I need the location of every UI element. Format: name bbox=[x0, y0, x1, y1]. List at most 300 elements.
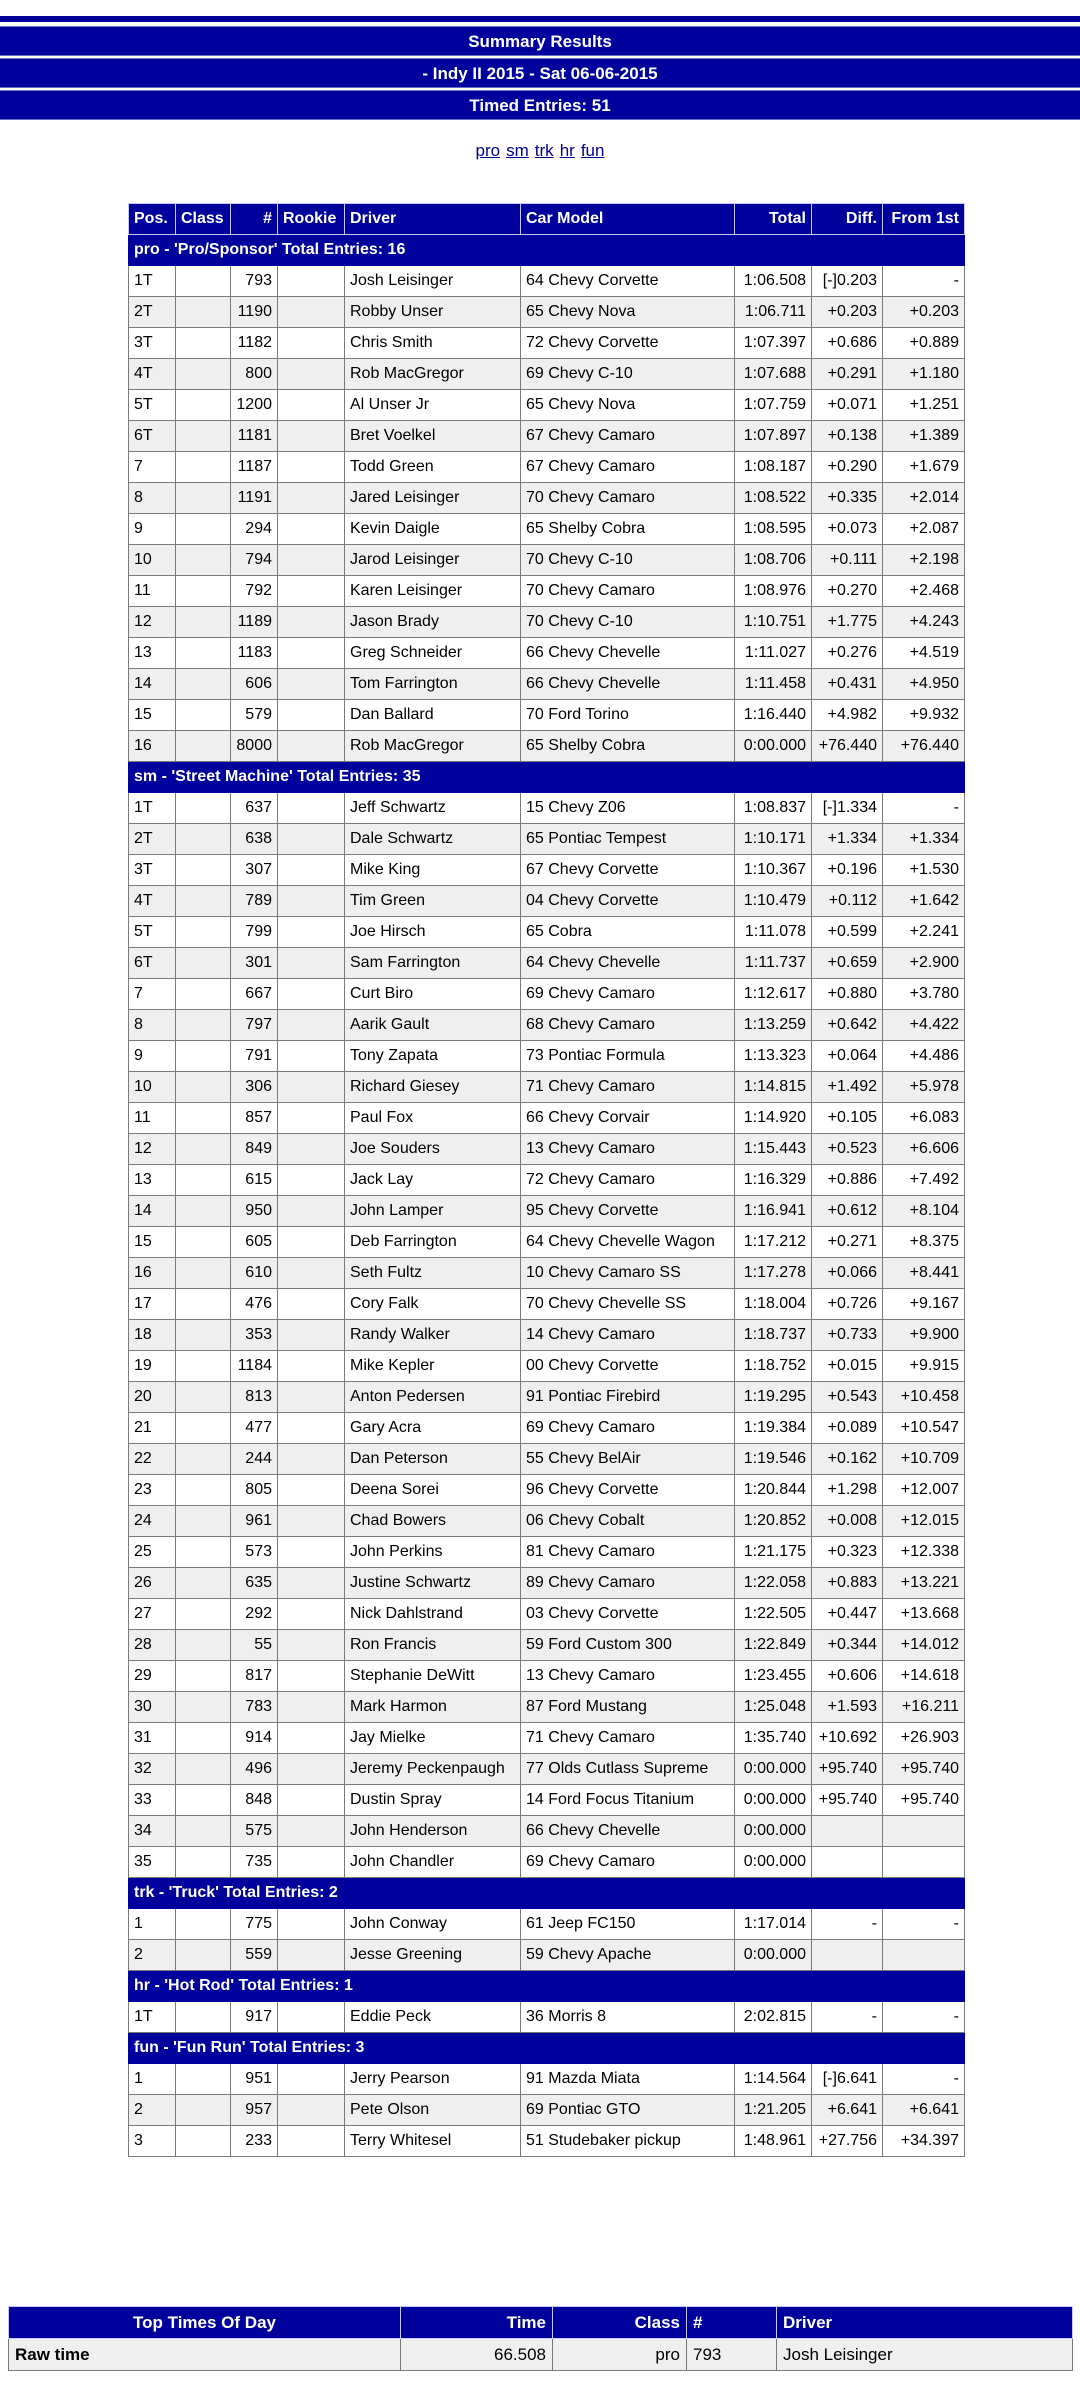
cell-number: 789 bbox=[231, 886, 278, 917]
cell-pos: 35 bbox=[129, 1847, 176, 1878]
cell-total: 1:22.505 bbox=[735, 1599, 812, 1630]
cell-car-model: 14 Chevy Camaro bbox=[521, 1320, 735, 1351]
cell-class bbox=[176, 1196, 231, 1227]
cell-pos: 26 bbox=[129, 1568, 176, 1599]
cell-from-1st: +1.389 bbox=[883, 421, 965, 452]
cell-total: 1:13.323 bbox=[735, 1041, 812, 1072]
table-row bbox=[129, 1506, 965, 1537]
column-header-class: Class bbox=[176, 204, 231, 235]
table-row bbox=[129, 1723, 965, 1754]
table-row bbox=[129, 1165, 965, 1196]
cell-driver: John Conway bbox=[345, 1909, 521, 1940]
cell-from-1st: +13.668 bbox=[883, 1599, 965, 1630]
cell-total: 1:08.522 bbox=[735, 483, 812, 514]
cell-diff: +0.686 bbox=[812, 328, 883, 359]
cell-class bbox=[176, 731, 231, 762]
cell-car-model: 66 Chevy Chevelle bbox=[521, 669, 735, 700]
cell-diff: +76.440 bbox=[812, 731, 883, 762]
cell-car-model: 66 Chevy Chevelle bbox=[521, 1816, 735, 1847]
cell-car-model: 59 Chevy Apache bbox=[521, 1940, 735, 1971]
cell-number: 477 bbox=[231, 1413, 278, 1444]
cell-number: 1181 bbox=[231, 421, 278, 452]
class-group-header bbox=[129, 1971, 965, 2002]
class-group-header bbox=[129, 235, 965, 266]
cell-rookie bbox=[278, 576, 345, 607]
nav-link-pro[interactable]: pro bbox=[475, 141, 501, 160]
cell-rookie bbox=[278, 1692, 345, 1723]
cell-driver: Joe Hirsch bbox=[345, 917, 521, 948]
cell-pos: 4T bbox=[129, 359, 176, 390]
cell-class bbox=[176, 1940, 231, 1971]
cell-diff: +4.982 bbox=[812, 700, 883, 731]
cell-diff: +0.089 bbox=[812, 1413, 883, 1444]
cell-class bbox=[176, 1630, 231, 1661]
cell-car-model: 69 Chevy Camaro bbox=[521, 979, 735, 1010]
cell-total: 1:10.479 bbox=[735, 886, 812, 917]
cell-pos: 32 bbox=[129, 1754, 176, 1785]
column-header-driver: Driver bbox=[345, 204, 521, 235]
table-row bbox=[129, 2002, 965, 2033]
cell-driver: Dan Peterson bbox=[345, 1444, 521, 1475]
cell-car-model: 69 Chevy C-10 bbox=[521, 359, 735, 390]
cell-from-1st: +4.519 bbox=[883, 638, 965, 669]
table-row bbox=[129, 855, 965, 886]
table-row bbox=[129, 1661, 965, 1692]
table-row bbox=[129, 1816, 965, 1847]
cell-class bbox=[176, 2064, 231, 2095]
cell-class bbox=[176, 1785, 231, 1816]
cell-number: 301 bbox=[231, 948, 278, 979]
cell-from-1st: +95.740 bbox=[883, 1754, 965, 1785]
cell-car-model: 89 Chevy Camaro bbox=[521, 1568, 735, 1599]
table-row bbox=[129, 514, 965, 545]
table-row bbox=[129, 607, 965, 638]
cell-diff: +0.290 bbox=[812, 452, 883, 483]
cell-rookie bbox=[278, 2002, 345, 2033]
cell-diff: +0.323 bbox=[812, 1537, 883, 1568]
cell-rookie bbox=[278, 855, 345, 886]
cell-pos: 21 bbox=[129, 1413, 176, 1444]
cell-rookie bbox=[278, 1413, 345, 1444]
cell-class bbox=[176, 1568, 231, 1599]
cell-pos: 11 bbox=[129, 1103, 176, 1134]
cell-car-model: 67 Chevy Camaro bbox=[521, 421, 735, 452]
cell-diff: +0.599 bbox=[812, 917, 883, 948]
cell-driver: Jack Lay bbox=[345, 1165, 521, 1196]
cell-car-model: 65 Pontiac Tempest bbox=[521, 824, 735, 855]
table-row bbox=[129, 1041, 965, 1072]
cell-total: 1:25.048 bbox=[735, 1692, 812, 1723]
top-times-cell-class: pro bbox=[553, 2339, 687, 2371]
cell-diff: +0.008 bbox=[812, 1506, 883, 1537]
cell-rookie bbox=[278, 1847, 345, 1878]
cell-rookie bbox=[278, 1723, 345, 1754]
table-row bbox=[129, 948, 965, 979]
cell-total: 1:21.205 bbox=[735, 2095, 812, 2126]
cell-number: 735 bbox=[231, 1847, 278, 1878]
results-table bbox=[128, 203, 965, 2157]
cell-from-1st: +6.083 bbox=[883, 1103, 965, 1134]
cell-driver: John Chandler bbox=[345, 1847, 521, 1878]
cell-car-model: 68 Chevy Camaro bbox=[521, 1010, 735, 1041]
cell-number: 783 bbox=[231, 1692, 278, 1723]
cell-car-model: 70 Chevy Camaro bbox=[521, 483, 735, 514]
cell-driver: Jesse Greening bbox=[345, 1940, 521, 1971]
cell-diff: +0.543 bbox=[812, 1382, 883, 1413]
cell-driver: Jason Brady bbox=[345, 607, 521, 638]
cell-class bbox=[176, 266, 231, 297]
cell-total: 0:00.000 bbox=[735, 1816, 812, 1847]
cell-from-1st: +76.440 bbox=[883, 731, 965, 762]
cell-total: 1:11.027 bbox=[735, 638, 812, 669]
cell-car-model: 10 Chevy Camaro SS bbox=[521, 1258, 735, 1289]
cell-car-model: 91 Pontiac Firebird bbox=[521, 1382, 735, 1413]
cell-car-model: 51 Studebaker pickup bbox=[521, 2126, 735, 2157]
class-group-header bbox=[129, 762, 965, 793]
cell-driver: Seth Fultz bbox=[345, 1258, 521, 1289]
cell-driver: Al Unser Jr bbox=[345, 390, 521, 421]
cell-driver: Todd Green bbox=[345, 452, 521, 483]
cell-diff bbox=[812, 1847, 883, 1878]
cell-rookie bbox=[278, 2126, 345, 2157]
cell-number: 792 bbox=[231, 576, 278, 607]
cell-driver: Jerry Pearson bbox=[345, 2064, 521, 2095]
cell-rookie bbox=[278, 1041, 345, 1072]
cell-rookie bbox=[278, 669, 345, 700]
cell-from-1st: - bbox=[883, 266, 965, 297]
cell-driver: Mike Kepler bbox=[345, 1351, 521, 1382]
cell-number: 559 bbox=[231, 1940, 278, 1971]
cell-diff: +0.291 bbox=[812, 359, 883, 390]
table-row bbox=[129, 731, 965, 762]
cell-from-1st: +2.198 bbox=[883, 545, 965, 576]
top-accent-bar bbox=[0, 16, 1080, 22]
cell-driver: Richard Giesey bbox=[345, 1072, 521, 1103]
cell-total: 1:07.759 bbox=[735, 390, 812, 421]
cell-car-model: 96 Chevy Corvette bbox=[521, 1475, 735, 1506]
cell-pos: 13 bbox=[129, 1165, 176, 1196]
cell-class bbox=[176, 1382, 231, 1413]
cell-rookie bbox=[278, 1444, 345, 1475]
cell-from-1st: +2.014 bbox=[883, 483, 965, 514]
cell-number: 951 bbox=[231, 2064, 278, 2095]
table-row bbox=[129, 1754, 965, 1785]
cell-driver: Jeff Schwartz bbox=[345, 793, 521, 824]
cell-pos: 29 bbox=[129, 1661, 176, 1692]
cell-rookie bbox=[278, 979, 345, 1010]
nav-link-sm[interactable]: sm bbox=[506, 141, 529, 160]
cell-diff: +0.138 bbox=[812, 421, 883, 452]
cell-car-model: 64 Chevy Chevelle bbox=[521, 948, 735, 979]
cell-diff bbox=[812, 1940, 883, 1971]
class-group-title: hr - 'Hot Rod' Total Entries: 1 bbox=[129, 1971, 965, 2002]
cell-rookie bbox=[278, 1320, 345, 1351]
cell-from-1st: +1.334 bbox=[883, 824, 965, 855]
cell-class bbox=[176, 2126, 231, 2157]
cell-class bbox=[176, 607, 231, 638]
cell-total: 1:06.508 bbox=[735, 266, 812, 297]
cell-from-1st: +10.547 bbox=[883, 1413, 965, 1444]
cell-pos: 8 bbox=[129, 483, 176, 514]
cell-number: 8000 bbox=[231, 731, 278, 762]
cell-pos: 12 bbox=[129, 1134, 176, 1165]
cell-pos: 25 bbox=[129, 1537, 176, 1568]
cell-class bbox=[176, 576, 231, 607]
top-times-header-class: Class bbox=[553, 2307, 687, 2339]
cell-number: 793 bbox=[231, 266, 278, 297]
cell-from-1st: +13.221 bbox=[883, 1568, 965, 1599]
cell-driver: Tony Zapata bbox=[345, 1041, 521, 1072]
cell-car-model: 70 Chevy Chevelle SS bbox=[521, 1289, 735, 1320]
cell-from-1st: +9.900 bbox=[883, 1320, 965, 1351]
cell-diff: +0.659 bbox=[812, 948, 883, 979]
cell-total: 1:19.295 bbox=[735, 1382, 812, 1413]
cell-car-model: 71 Chevy Camaro bbox=[521, 1723, 735, 1754]
cell-total: 1:10.367 bbox=[735, 855, 812, 886]
cell-class bbox=[176, 1537, 231, 1568]
cell-car-model: 65 Cobra bbox=[521, 917, 735, 948]
cell-number: 55 bbox=[231, 1630, 278, 1661]
cell-number: 791 bbox=[231, 1041, 278, 1072]
cell-diff: +0.111 bbox=[812, 545, 883, 576]
cell-from-1st: - bbox=[883, 2064, 965, 2095]
top-times-header-top-times-label: Top Times Of Day bbox=[9, 2307, 401, 2339]
cell-class bbox=[176, 1227, 231, 1258]
cell-from-1st: +2.241 bbox=[883, 917, 965, 948]
cell-class bbox=[176, 1258, 231, 1289]
cell-class bbox=[176, 1134, 231, 1165]
cell-rookie bbox=[278, 452, 345, 483]
table-row bbox=[129, 1320, 965, 1351]
cell-diff: +1.775 bbox=[812, 607, 883, 638]
cell-car-model: 71 Chevy Camaro bbox=[521, 1072, 735, 1103]
cell-diff bbox=[812, 1816, 883, 1847]
cell-total: 1:16.440 bbox=[735, 700, 812, 731]
cell-driver: Kevin Daigle bbox=[345, 514, 521, 545]
class-group-header bbox=[129, 2033, 965, 2064]
table-row bbox=[129, 1196, 965, 1227]
cell-number: 575 bbox=[231, 1816, 278, 1847]
cell-car-model: 67 Chevy Corvette bbox=[521, 855, 735, 886]
cell-driver: Pete Olson bbox=[345, 2095, 521, 2126]
cell-from-1st: +10.458 bbox=[883, 1382, 965, 1413]
cell-number: 1183 bbox=[231, 638, 278, 669]
cell-rookie bbox=[278, 1940, 345, 1971]
cell-diff: +0.335 bbox=[812, 483, 883, 514]
table-row bbox=[129, 1444, 965, 1475]
cell-driver: Bret Voelkel bbox=[345, 421, 521, 452]
cell-number: 635 bbox=[231, 1568, 278, 1599]
cell-car-model: 04 Chevy Corvette bbox=[521, 886, 735, 917]
table-row bbox=[129, 1103, 965, 1134]
cell-from-1st: +34.397 bbox=[883, 2126, 965, 2157]
cell-from-1st: +4.950 bbox=[883, 669, 965, 700]
table-row bbox=[129, 390, 965, 421]
cell-diff: +0.203 bbox=[812, 297, 883, 328]
cell-from-1st: +8.104 bbox=[883, 1196, 965, 1227]
cell-rookie bbox=[278, 1630, 345, 1661]
cell-driver: Robby Unser bbox=[345, 297, 521, 328]
cell-total: 1:17.278 bbox=[735, 1258, 812, 1289]
cell-driver: Rob MacGregor bbox=[345, 359, 521, 390]
cell-from-1st: +3.780 bbox=[883, 979, 965, 1010]
cell-diff: +0.642 bbox=[812, 1010, 883, 1041]
table-row bbox=[129, 1909, 965, 1940]
cell-class bbox=[176, 514, 231, 545]
cell-diff: +0.606 bbox=[812, 1661, 883, 1692]
cell-pos: 10 bbox=[129, 545, 176, 576]
cell-from-1st: - bbox=[883, 793, 965, 824]
cell-rookie bbox=[278, 1289, 345, 1320]
cell-pos: 8 bbox=[129, 1010, 176, 1041]
cell-class bbox=[176, 638, 231, 669]
nav-link-hr[interactable]: hr bbox=[559, 141, 575, 160]
cell-car-model: 87 Ford Mustang bbox=[521, 1692, 735, 1723]
cell-car-model: 61 Jeep FC150 bbox=[521, 1909, 735, 1940]
cell-number: 233 bbox=[231, 2126, 278, 2157]
table-row bbox=[129, 1351, 965, 1382]
cell-driver: Sam Farrington bbox=[345, 948, 521, 979]
class-group-title: trk - 'Truck' Total Entries: 2 bbox=[129, 1878, 965, 1909]
cell-rookie bbox=[278, 1909, 345, 1940]
cell-driver: Cory Falk bbox=[345, 1289, 521, 1320]
cell-number: 848 bbox=[231, 1785, 278, 1816]
table-row bbox=[129, 359, 965, 390]
cell-pos: 19 bbox=[129, 1351, 176, 1382]
cell-rookie bbox=[278, 297, 345, 328]
top-times-cell-number: 793 bbox=[687, 2339, 777, 2371]
cell-number: 1187 bbox=[231, 452, 278, 483]
cell-total: 1:22.058 bbox=[735, 1568, 812, 1599]
cell-rookie bbox=[278, 421, 345, 452]
cell-diff: [-]6.641 bbox=[812, 2064, 883, 2095]
class-group-title: fun - 'Fun Run' Total Entries: 3 bbox=[129, 2033, 965, 2064]
cell-rookie bbox=[278, 700, 345, 731]
cell-diff: +0.447 bbox=[812, 1599, 883, 1630]
cell-rookie bbox=[278, 545, 345, 576]
cell-diff: +1.298 bbox=[812, 1475, 883, 1506]
cell-total: 1:08.976 bbox=[735, 576, 812, 607]
cell-pos: 20 bbox=[129, 1382, 176, 1413]
cell-driver: Josh Leisinger bbox=[345, 266, 521, 297]
cell-car-model: 81 Chevy Camaro bbox=[521, 1537, 735, 1568]
cell-number: 957 bbox=[231, 2095, 278, 2126]
cell-driver: Mark Harmon bbox=[345, 1692, 521, 1723]
cell-pos: 1T bbox=[129, 793, 176, 824]
cell-car-model: 66 Chevy Chevelle bbox=[521, 638, 735, 669]
cell-car-model: 15 Chevy Z06 bbox=[521, 793, 735, 824]
cell-driver: John Lamper bbox=[345, 1196, 521, 1227]
cell-total: 1:16.941 bbox=[735, 1196, 812, 1227]
cell-from-1st bbox=[883, 1816, 965, 1847]
cell-class bbox=[176, 1692, 231, 1723]
nav-link-fun[interactable]: fun bbox=[580, 141, 605, 160]
cell-from-1st: +1.251 bbox=[883, 390, 965, 421]
cell-pos: 33 bbox=[129, 1785, 176, 1816]
cell-diff: +10.692 bbox=[812, 1723, 883, 1754]
timed-entries-count: Timed Entries: 51 bbox=[0, 90, 1080, 120]
cell-car-model: 13 Chevy Camaro bbox=[521, 1661, 735, 1692]
cell-total: 0:00.000 bbox=[735, 731, 812, 762]
cell-total: 1:07.897 bbox=[735, 421, 812, 452]
column-header-total: Total bbox=[735, 204, 812, 235]
cell-from-1st: +12.015 bbox=[883, 1506, 965, 1537]
cell-from-1st: +4.243 bbox=[883, 607, 965, 638]
cell-number: 244 bbox=[231, 1444, 278, 1475]
cell-rookie bbox=[278, 824, 345, 855]
cell-driver: Mike King bbox=[345, 855, 521, 886]
cell-total: 0:00.000 bbox=[735, 1785, 812, 1816]
cell-from-1st: +9.167 bbox=[883, 1289, 965, 1320]
cell-pos: 3 bbox=[129, 2126, 176, 2157]
cell-diff: +0.276 bbox=[812, 638, 883, 669]
cell-diff: +1.492 bbox=[812, 1072, 883, 1103]
cell-pos: 15 bbox=[129, 1227, 176, 1258]
table-row bbox=[129, 1599, 965, 1630]
cell-car-model: 65 Shelby Cobra bbox=[521, 514, 735, 545]
cell-rookie bbox=[278, 1785, 345, 1816]
cell-car-model: 70 Chevy C-10 bbox=[521, 607, 735, 638]
cell-diff: +0.883 bbox=[812, 1568, 883, 1599]
cell-driver: Jay Mielke bbox=[345, 1723, 521, 1754]
cell-pos: 1T bbox=[129, 266, 176, 297]
cell-pos: 23 bbox=[129, 1475, 176, 1506]
cell-number: 800 bbox=[231, 359, 278, 390]
cell-pos: 9 bbox=[129, 1041, 176, 1072]
cell-pos: 6T bbox=[129, 421, 176, 452]
cell-from-1st: +12.007 bbox=[883, 1475, 965, 1506]
cell-class bbox=[176, 1041, 231, 1072]
cell-pos: 2 bbox=[129, 2095, 176, 2126]
cell-pos: 4T bbox=[129, 886, 176, 917]
cell-car-model: 06 Chevy Cobalt bbox=[521, 1506, 735, 1537]
cell-class bbox=[176, 359, 231, 390]
cell-driver: Deb Farrington bbox=[345, 1227, 521, 1258]
cell-driver: Jeremy Peckenpaugh bbox=[345, 1754, 521, 1785]
cell-rookie bbox=[278, 1816, 345, 1847]
cell-from-1st: +8.441 bbox=[883, 1258, 965, 1289]
cell-number: 1190 bbox=[231, 297, 278, 328]
cell-pos: 5T bbox=[129, 390, 176, 421]
cell-car-model: 72 Chevy Camaro bbox=[521, 1165, 735, 1196]
cell-car-model: 70 Chevy Camaro bbox=[521, 576, 735, 607]
cell-driver: Anton Pedersen bbox=[345, 1382, 521, 1413]
cell-total: 1:14.564 bbox=[735, 2064, 812, 2095]
class-group-title: sm - 'Street Machine' Total Entries: 35 bbox=[129, 762, 965, 793]
cell-car-model: 59 Ford Custom 300 bbox=[521, 1630, 735, 1661]
cell-rookie bbox=[278, 1661, 345, 1692]
cell-number: 1191 bbox=[231, 483, 278, 514]
cell-rookie bbox=[278, 1103, 345, 1134]
cell-car-model: 65 Shelby Cobra bbox=[521, 731, 735, 762]
cell-diff: [-]0.203 bbox=[812, 266, 883, 297]
cell-class bbox=[176, 297, 231, 328]
cell-number: 606 bbox=[231, 669, 278, 700]
table-row bbox=[129, 700, 965, 731]
table-row bbox=[129, 576, 965, 607]
cell-number: 496 bbox=[231, 1754, 278, 1785]
cell-number: 573 bbox=[231, 1537, 278, 1568]
cell-pos: 10 bbox=[129, 1072, 176, 1103]
cell-rookie bbox=[278, 1258, 345, 1289]
cell-car-model: 64 Chevy Chevelle Wagon bbox=[521, 1227, 735, 1258]
cell-car-model: 73 Pontiac Formula bbox=[521, 1041, 735, 1072]
cell-number: 797 bbox=[231, 1010, 278, 1041]
cell-rookie bbox=[278, 2064, 345, 2095]
nav-link-trk[interactable]: trk bbox=[534, 141, 554, 160]
cell-driver: Tim Green bbox=[345, 886, 521, 917]
cell-from-1st: +1.180 bbox=[883, 359, 965, 390]
